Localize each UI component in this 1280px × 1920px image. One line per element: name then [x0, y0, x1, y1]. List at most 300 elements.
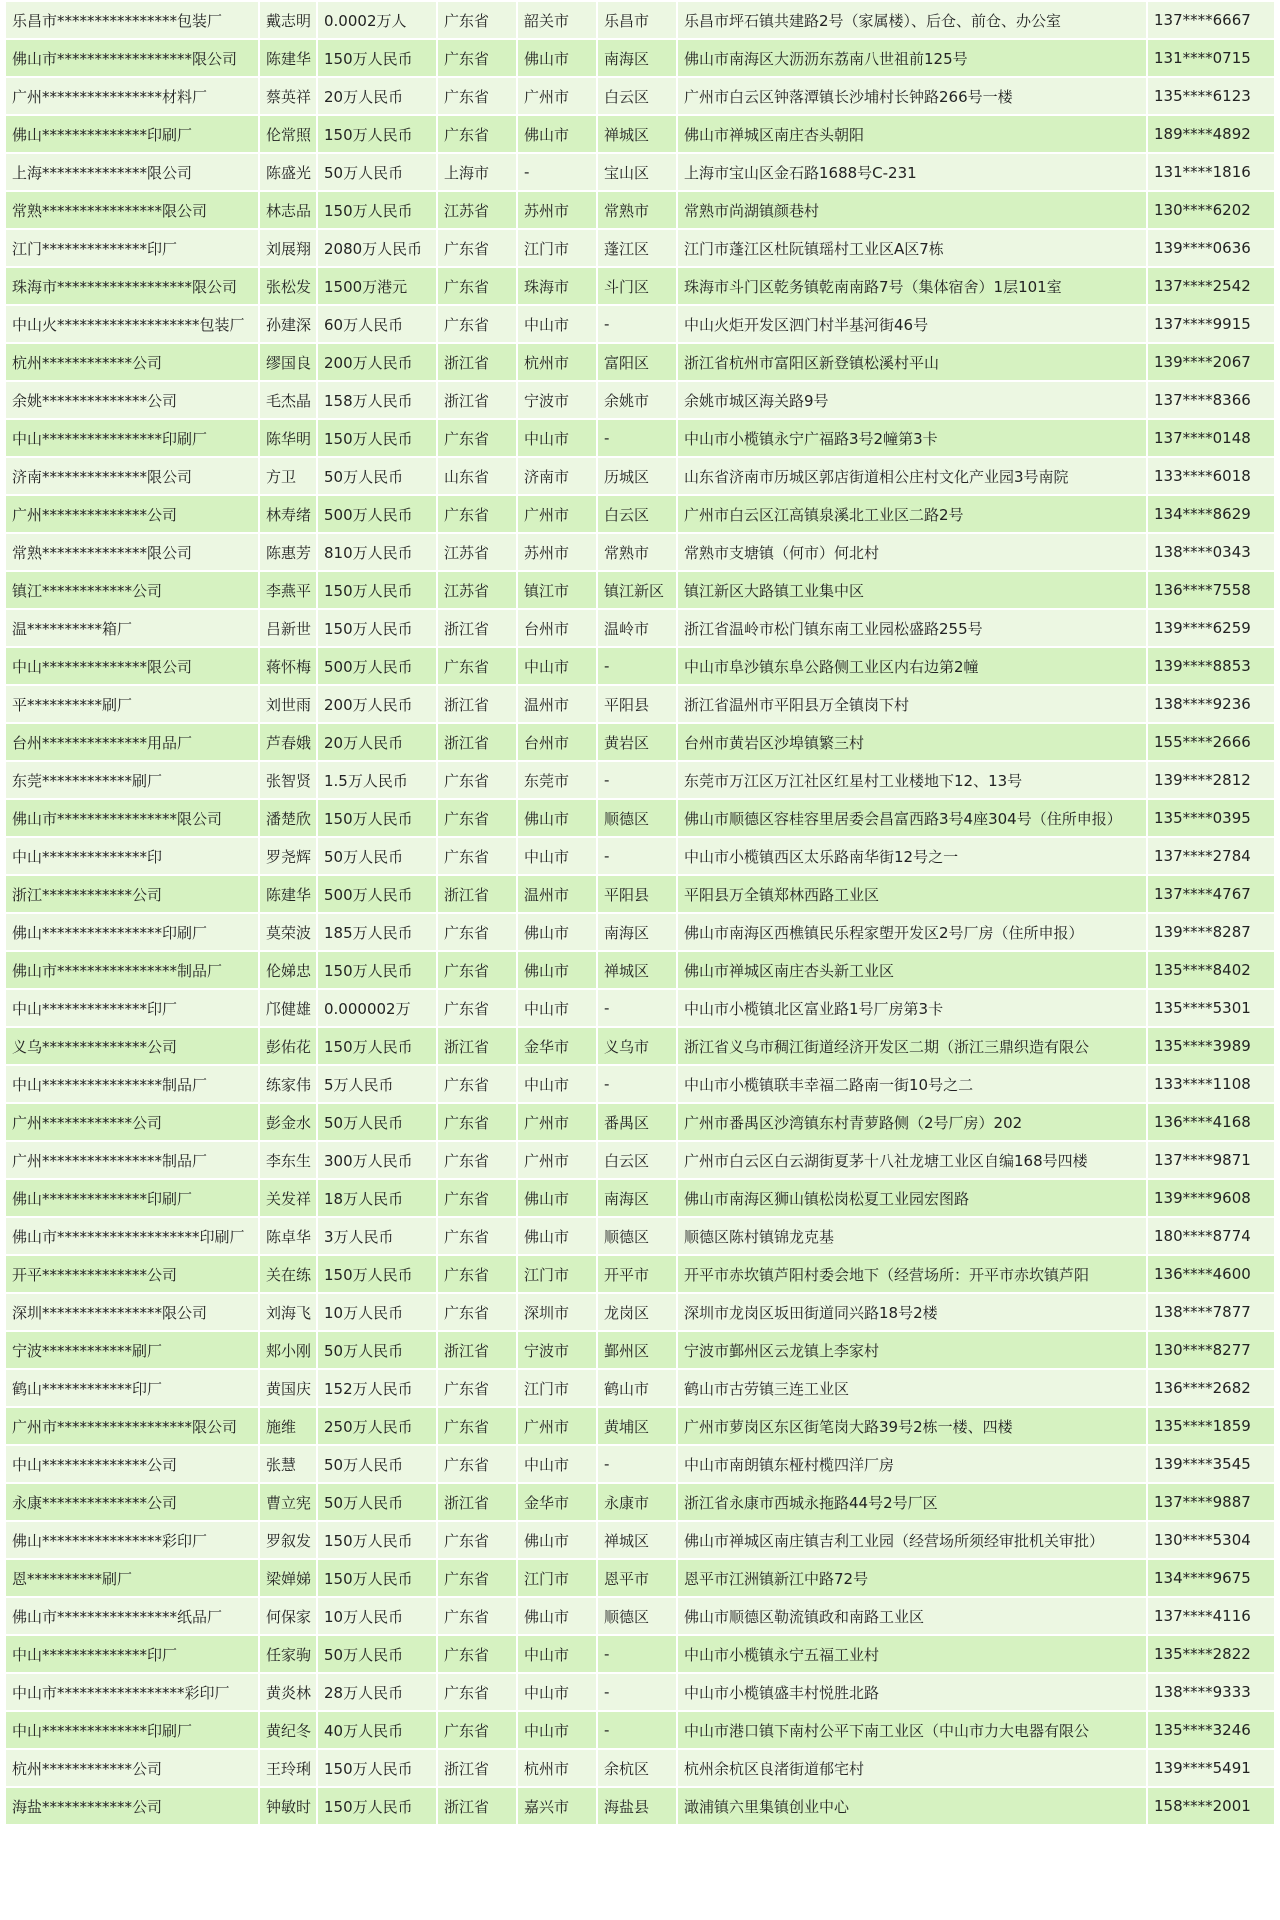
table-row: [6, 1674, 1274, 1710]
district-cell: 顺德区: [598, 1598, 676, 1634]
phone-cell: 139****8287: [1148, 914, 1274, 950]
province-cell: 广东省: [438, 1522, 516, 1558]
address-cell: 开平市赤坎镇芦阳村委会地下（经营场所：开平市赤坎镇芦阳: [678, 1256, 1146, 1292]
capital-cell: 50万人民币: [318, 1636, 436, 1672]
table-row: [6, 230, 1274, 266]
district-cell: 斗门区: [598, 268, 676, 304]
district-cell: 乐昌市: [598, 2, 676, 38]
province-cell: 广东省: [438, 1180, 516, 1216]
contact-cell: 林志品: [260, 192, 316, 228]
address-cell: 顺德区陈村镇锦龙克基: [678, 1218, 1146, 1254]
province-cell: 广东省: [438, 306, 516, 342]
phone-cell: 130****5304: [1148, 1522, 1274, 1558]
district-cell: 南海区: [598, 1180, 676, 1216]
city-cell: 中山市: [518, 1066, 596, 1102]
address-cell: 杭州余杭区良渚街道郁宅村: [678, 1750, 1146, 1786]
contact-cell: 莫荣波: [260, 914, 316, 950]
province-cell: 广东省: [438, 1104, 516, 1140]
city-cell: 佛山市: [518, 952, 596, 988]
capital-cell: 150万人民币: [318, 1560, 436, 1596]
contact-cell: 彭金水: [260, 1104, 316, 1140]
capital-cell: 50万人民币: [318, 1332, 436, 1368]
table-row: [6, 344, 1274, 380]
city-cell: 台州市: [518, 610, 596, 646]
phone-cell: 137****4767: [1148, 876, 1274, 912]
city-cell: -: [518, 154, 596, 190]
address-cell: 中山市小榄镇永宁五福工业村: [678, 1636, 1146, 1672]
city-cell: 佛山市: [518, 1598, 596, 1634]
table-row: [6, 1028, 1274, 1064]
province-cell: 广东省: [438, 268, 516, 304]
province-cell: 广东省: [438, 990, 516, 1026]
phone-cell: 135****3246: [1148, 1712, 1274, 1748]
address-cell: 广州市番禺区沙湾镇东村青萝路侧（2号厂房）202: [678, 1104, 1146, 1140]
district-cell: 白云区: [598, 1142, 676, 1178]
table-row: [6, 800, 1274, 836]
city-cell: 广州市: [518, 1408, 596, 1444]
table-row: [6, 686, 1274, 722]
company-name-cell: 佛山****************印刷厂: [6, 914, 258, 950]
address-cell: 佛山市顺德区容桂容里居委会昌富西路3号4座304号（住所申报）: [678, 800, 1146, 836]
address-cell: 余姚市城区海关路9号: [678, 382, 1146, 418]
address-cell: 佛山市南海区狮山镇松岗松夏工业园宏图路: [678, 1180, 1146, 1216]
district-cell: 禅城区: [598, 116, 676, 152]
province-cell: 广东省: [438, 1446, 516, 1482]
company-name-cell: 中山火*******************包装厂: [6, 306, 258, 342]
phone-cell: 137****9887: [1148, 1484, 1274, 1520]
address-cell: 中山火炬开发区泗门村半基河街46号: [678, 306, 1146, 342]
capital-cell: 10万人民币: [318, 1294, 436, 1330]
company-name-cell: 中山**************印厂: [6, 1636, 258, 1672]
phone-cell: 131****1816: [1148, 154, 1274, 190]
capital-cell: 50万人民币: [318, 1104, 436, 1140]
province-cell: 广东省: [438, 40, 516, 76]
contact-cell: 陈华明: [260, 420, 316, 456]
district-cell: 顺德区: [598, 800, 676, 836]
contact-cell: 张智贤: [260, 762, 316, 798]
table-row: [6, 990, 1274, 1026]
phone-cell: 139****2067: [1148, 344, 1274, 380]
address-cell: 平阳县万全镇郑林西路工业区: [678, 876, 1146, 912]
phone-cell: 139****9608: [1148, 1180, 1274, 1216]
phone-cell: 139****8853: [1148, 648, 1274, 684]
capital-cell: 5万人民币: [318, 1066, 436, 1102]
company-name-cell: 余姚**************公司: [6, 382, 258, 418]
province-cell: 广东省: [438, 1142, 516, 1178]
province-cell: 广东省: [438, 914, 516, 950]
province-cell: 江苏省: [438, 534, 516, 570]
district-cell: 顺德区: [598, 1218, 676, 1254]
district-cell: 余杭区: [598, 1750, 676, 1786]
capital-cell: 40万人民币: [318, 1712, 436, 1748]
address-cell: 深圳市龙岗区坂田街道同兴路18号2楼: [678, 1294, 1146, 1330]
capital-cell: 150万人民币: [318, 800, 436, 836]
city-cell: 苏州市: [518, 534, 596, 570]
capital-cell: 150万人民币: [318, 952, 436, 988]
table-row: [6, 1066, 1274, 1102]
capital-cell: 50万人民币: [318, 458, 436, 494]
company-name-cell: 中山****************制品厂: [6, 1066, 258, 1102]
table-row: [6, 1788, 1274, 1824]
company-name-cell: 常熟****************限公司: [6, 192, 258, 228]
city-cell: 江门市: [518, 1256, 596, 1292]
capital-cell: 150万人民币: [318, 610, 436, 646]
city-cell: 济南市: [518, 458, 596, 494]
table-row: [6, 1370, 1274, 1406]
table-row: [6, 1294, 1274, 1330]
address-cell: 中山市小榄镇西区太乐路南华街12号之一: [678, 838, 1146, 874]
city-cell: 广州市: [518, 1142, 596, 1178]
province-cell: 广东省: [438, 838, 516, 874]
province-cell: 广东省: [438, 648, 516, 684]
province-cell: 浙江省: [438, 1332, 516, 1368]
district-cell: 永康市: [598, 1484, 676, 1520]
company-name-cell: 义乌**************公司: [6, 1028, 258, 1064]
phone-cell: 139****3545: [1148, 1446, 1274, 1482]
address-cell: 广州市白云区江高镇泉溪北工业区二路2号: [678, 496, 1146, 532]
company-name-cell: 温**********箱厂: [6, 610, 258, 646]
address-cell: 浙江省温州市平阳县万全镇岗下村: [678, 686, 1146, 722]
company-name-cell: 中山市*****************彩印厂: [6, 1674, 258, 1710]
province-cell: 广东省: [438, 1066, 516, 1102]
phone-cell: 130****6202: [1148, 192, 1274, 228]
address-cell: 佛山市禅城区南庄杏头朝阳: [678, 116, 1146, 152]
phone-cell: 138****9333: [1148, 1674, 1274, 1710]
address-cell: 广州市萝岗区东区街笔岗大路39号2栋一楼、四楼: [678, 1408, 1146, 1444]
district-cell: 鹤山市: [598, 1370, 676, 1406]
address-cell: 东莞市万江区万江社区红星村工业楼地下12、13号: [678, 762, 1146, 798]
province-cell: 广东省: [438, 1294, 516, 1330]
province-cell: 广东省: [438, 1674, 516, 1710]
district-cell: 宝山区: [598, 154, 676, 190]
address-cell: 中山市小榄镇永宁广福路3号2幢第3卡: [678, 420, 1146, 456]
phone-cell: 136****7558: [1148, 572, 1274, 608]
address-cell: 佛山市禅城区南庄镇吉利工业园（经营场所须经审批机关审批）: [678, 1522, 1146, 1558]
company-name-cell: 广州****************材料厂: [6, 78, 258, 114]
contact-cell: 陈建华: [260, 40, 316, 76]
contact-cell: 孙建深: [260, 306, 316, 342]
city-cell: 广州市: [518, 1104, 596, 1140]
province-cell: 浙江省: [438, 1484, 516, 1520]
address-cell: 恩平市江洲镇新江中路72号: [678, 1560, 1146, 1596]
district-cell: 镇江新区: [598, 572, 676, 608]
capital-cell: 10万人民币: [318, 1598, 436, 1634]
address-cell: 中山市阜沙镇东阜公路侧工业区内右边第2幢: [678, 648, 1146, 684]
company-name-cell: 深圳****************限公司: [6, 1294, 258, 1330]
phone-cell: 134****9675: [1148, 1560, 1274, 1596]
capital-cell: 150万人民币: [318, 1256, 436, 1292]
city-cell: 佛山市: [518, 1522, 596, 1558]
district-cell: 义乌市: [598, 1028, 676, 1064]
capital-cell: 150万人民币: [318, 40, 436, 76]
phone-cell: 189****4892: [1148, 116, 1274, 152]
table-row: [6, 458, 1274, 494]
address-cell: 珠海市斗门区乾务镇乾南南路7号（集体宿舍）1层101室: [678, 268, 1146, 304]
district-cell: 恩平市: [598, 1560, 676, 1596]
district-cell: -: [598, 1712, 676, 1748]
province-cell: 山东省: [438, 458, 516, 494]
address-cell: 山东省济南市历城区郭店街道相公庄村文化产业园3号南院: [678, 458, 1146, 494]
table-row: [6, 154, 1274, 190]
address-cell: 浙江省温岭市松门镇东南工业园松盛路255号: [678, 610, 1146, 646]
province-cell: 浙江省: [438, 610, 516, 646]
city-cell: 金华市: [518, 1028, 596, 1064]
phone-cell: 135****3989: [1148, 1028, 1274, 1064]
city-cell: 佛山市: [518, 1180, 596, 1216]
city-cell: 中山市: [518, 1674, 596, 1710]
phone-cell: 136****2682: [1148, 1370, 1274, 1406]
district-cell: 开平市: [598, 1256, 676, 1292]
district-cell: -: [598, 306, 676, 342]
city-cell: 中山市: [518, 1446, 596, 1482]
phone-cell: 138****0343: [1148, 534, 1274, 570]
contact-cell: 吕新世: [260, 610, 316, 646]
city-cell: 江门市: [518, 1560, 596, 1596]
address-cell: 常熟市支塘镇（何市）何北村: [678, 534, 1146, 570]
address-cell: 中山市港口镇下南村公平下南工业区（中山市力大电器有限公: [678, 1712, 1146, 1748]
province-cell: 广东省: [438, 1712, 516, 1748]
district-cell: 富阳区: [598, 344, 676, 380]
capital-cell: 50万人民币: [318, 838, 436, 874]
province-cell: 浙江省: [438, 344, 516, 380]
district-cell: 黄岩区: [598, 724, 676, 760]
address-cell: 台州市黄岩区沙埠镇繁三村: [678, 724, 1146, 760]
district-cell: 余姚市: [598, 382, 676, 418]
city-cell: 中山市: [518, 306, 596, 342]
district-cell: -: [598, 420, 676, 456]
district-cell: 白云区: [598, 78, 676, 114]
capital-cell: 810万人民币: [318, 534, 436, 570]
contact-cell: 黄纪冬: [260, 1712, 316, 1748]
table-row: [6, 1180, 1274, 1216]
district-cell: 海盐县: [598, 1788, 676, 1824]
district-cell: 南海区: [598, 914, 676, 950]
capital-cell: 150万人民币: [318, 1788, 436, 1824]
company-name-cell: 佛山**************印刷厂: [6, 1180, 258, 1216]
province-cell: 广东省: [438, 1256, 516, 1292]
table-row: [6, 838, 1274, 874]
company-name-cell: 常熟**************限公司: [6, 534, 258, 570]
company-name-cell: 台州**************用品厂: [6, 724, 258, 760]
province-cell: 广东省: [438, 1218, 516, 1254]
capital-cell: 200万人民币: [318, 686, 436, 722]
phone-cell: 155****2666: [1148, 724, 1274, 760]
table-row: [6, 1104, 1274, 1140]
company-name-cell: 佛山****************彩印厂: [6, 1522, 258, 1558]
contact-cell: 伦常照: [260, 116, 316, 152]
district-cell: 温岭市: [598, 610, 676, 646]
city-cell: 杭州市: [518, 344, 596, 380]
city-cell: 江门市: [518, 1370, 596, 1406]
contact-cell: 李东生: [260, 1142, 316, 1178]
capital-cell: 150万人民币: [318, 1522, 436, 1558]
province-cell: 浙江省: [438, 724, 516, 760]
capital-cell: 150万人民币: [318, 572, 436, 608]
phone-cell: 137****2542: [1148, 268, 1274, 304]
address-cell: 常熟市尚湖镇颜巷村: [678, 192, 1146, 228]
city-cell: 中山市: [518, 648, 596, 684]
province-cell: 广东省: [438, 952, 516, 988]
contact-cell: 蒋怀梅: [260, 648, 316, 684]
address-cell: 中山市小榄镇联丰幸福二路南一街10号之二: [678, 1066, 1146, 1102]
contact-cell: 芦春娥: [260, 724, 316, 760]
company-name-cell: 中山**************印刷厂: [6, 1712, 258, 1748]
company-name-cell: 中山**************限公司: [6, 648, 258, 684]
contact-cell: 施维: [260, 1408, 316, 1444]
province-cell: 广东省: [438, 2, 516, 38]
province-cell: 浙江省: [438, 686, 516, 722]
phone-cell: 139****2812: [1148, 762, 1274, 798]
province-cell: 江苏省: [438, 572, 516, 608]
city-cell: 佛山市: [518, 800, 596, 836]
phone-cell: 136****4600: [1148, 1256, 1274, 1292]
capital-cell: 185万人民币: [318, 914, 436, 950]
table-row: [6, 1218, 1274, 1254]
district-cell: 鄞州区: [598, 1332, 676, 1368]
address-cell: 中山市小榄镇北区富业路1号厂房第3卡: [678, 990, 1146, 1026]
capital-cell: 28万人民币: [318, 1674, 436, 1710]
table-row: [6, 2, 1274, 38]
table-row: [6, 1446, 1274, 1482]
table-row: [6, 40, 1274, 76]
city-cell: 中山市: [518, 990, 596, 1026]
phone-cell: 136****4168: [1148, 1104, 1274, 1140]
city-cell: 佛山市: [518, 914, 596, 950]
capital-cell: 150万人民币: [318, 192, 436, 228]
district-cell: 南海区: [598, 40, 676, 76]
city-cell: 中山市: [518, 1636, 596, 1672]
capital-cell: 3万人民币: [318, 1218, 436, 1254]
district-cell: 番禺区: [598, 1104, 676, 1140]
city-cell: 嘉兴市: [518, 1788, 596, 1824]
table-row: [6, 724, 1274, 760]
company-table: [4, 0, 1276, 1826]
district-cell: 禅城区: [598, 1522, 676, 1558]
district-cell: -: [598, 1636, 676, 1672]
capital-cell: 300万人民币: [318, 1142, 436, 1178]
company-name-cell: 广州**************公司: [6, 496, 258, 532]
contact-cell: 缪国良: [260, 344, 316, 380]
province-cell: 广东省: [438, 116, 516, 152]
province-cell: 浙江省: [438, 1028, 516, 1064]
phone-cell: 139****0636: [1148, 230, 1274, 266]
district-cell: -: [598, 1066, 676, 1102]
city-cell: 中山市: [518, 420, 596, 456]
company-name-cell: 广州市******************限公司: [6, 1408, 258, 1444]
phone-cell: 137****9871: [1148, 1142, 1274, 1178]
contact-cell: 陈惠芳: [260, 534, 316, 570]
district-cell: -: [598, 762, 676, 798]
phone-cell: 158****2001: [1148, 1788, 1274, 1824]
province-cell: 广东省: [438, 800, 516, 836]
province-cell: 广东省: [438, 78, 516, 114]
city-cell: 宁波市: [518, 1332, 596, 1368]
capital-cell: 250万人民币: [318, 1408, 436, 1444]
table-body: [6, 2, 1274, 1824]
province-cell: 浙江省: [438, 382, 516, 418]
table-row: [6, 572, 1274, 608]
table-row: [6, 1484, 1274, 1520]
company-name-cell: 浙江************公司: [6, 876, 258, 912]
city-cell: 杭州市: [518, 1750, 596, 1786]
city-cell: 江门市: [518, 230, 596, 266]
city-cell: 台州市: [518, 724, 596, 760]
contact-cell: 罗尧辉: [260, 838, 316, 874]
district-cell: 平阳县: [598, 686, 676, 722]
phone-cell: 180****8774: [1148, 1218, 1274, 1254]
contact-cell: 陈建华: [260, 876, 316, 912]
district-cell: 龙岗区: [598, 1294, 676, 1330]
phone-cell: 137****6667: [1148, 2, 1274, 38]
table-row: [6, 420, 1274, 456]
company-name-cell: 镇江************公司: [6, 572, 258, 608]
phone-cell: 133****1108: [1148, 1066, 1274, 1102]
phone-cell: 135****6123: [1148, 78, 1274, 114]
province-cell: 广东省: [438, 1408, 516, 1444]
company-name-cell: 乐昌市****************包装厂: [6, 2, 258, 38]
city-cell: 佛山市: [518, 116, 596, 152]
address-cell: 澉浦镇六里集镇创业中心: [678, 1788, 1146, 1824]
phone-cell: 137****2784: [1148, 838, 1274, 874]
phone-cell: 139****6259: [1148, 610, 1274, 646]
address-cell: 鹤山市古劳镇三连工业区: [678, 1370, 1146, 1406]
table-row: [6, 1142, 1274, 1178]
address-cell: 佛山市禅城区南庄杏头新工业区: [678, 952, 1146, 988]
phone-cell: 134****8629: [1148, 496, 1274, 532]
phone-cell: 138****9236: [1148, 686, 1274, 722]
contact-cell: 邝健雄: [260, 990, 316, 1026]
company-name-cell: 恩**********刷厂: [6, 1560, 258, 1596]
phone-cell: 137****9915: [1148, 306, 1274, 342]
province-cell: 上海市: [438, 154, 516, 190]
contact-cell: 关发祥: [260, 1180, 316, 1216]
company-name-cell: 海盐************公司: [6, 1788, 258, 1824]
contact-cell: 毛杰晶: [260, 382, 316, 418]
province-cell: 浙江省: [438, 876, 516, 912]
city-cell: 广州市: [518, 78, 596, 114]
contact-cell: 彭佑花: [260, 1028, 316, 1064]
city-cell: 东莞市: [518, 762, 596, 798]
province-cell: 广东省: [438, 496, 516, 532]
city-cell: 中山市: [518, 1712, 596, 1748]
table-row: [6, 382, 1274, 418]
company-name-cell: 杭州************公司: [6, 1750, 258, 1786]
city-cell: 珠海市: [518, 268, 596, 304]
company-name-cell: 中山**************印厂: [6, 990, 258, 1026]
province-cell: 浙江省: [438, 1750, 516, 1786]
table-row: [6, 1332, 1274, 1368]
province-cell: 广东省: [438, 762, 516, 798]
table-row: [6, 648, 1274, 684]
district-cell: 历城区: [598, 458, 676, 494]
contact-cell: 戴志明: [260, 2, 316, 38]
table-row: [6, 496, 1274, 532]
capital-cell: 20万人民币: [318, 724, 436, 760]
capital-cell: 60万人民币: [318, 306, 436, 342]
capital-cell: 20万人民币: [318, 78, 436, 114]
province-cell: 广东省: [438, 1598, 516, 1634]
province-cell: 广东省: [438, 420, 516, 456]
contact-cell: 练家伟: [260, 1066, 316, 1102]
district-cell: -: [598, 648, 676, 684]
contact-cell: 伦娣忠: [260, 952, 316, 988]
capital-cell: 500万人民币: [318, 648, 436, 684]
table-row: [6, 952, 1274, 988]
address-cell: 浙江省义乌市稠江街道经济开发区二期（浙江三鼎织造有限公: [678, 1028, 1146, 1064]
capital-cell: 500万人民币: [318, 876, 436, 912]
company-name-cell: 中山**************公司: [6, 1446, 258, 1482]
company-name-cell: 济南**************限公司: [6, 458, 258, 494]
